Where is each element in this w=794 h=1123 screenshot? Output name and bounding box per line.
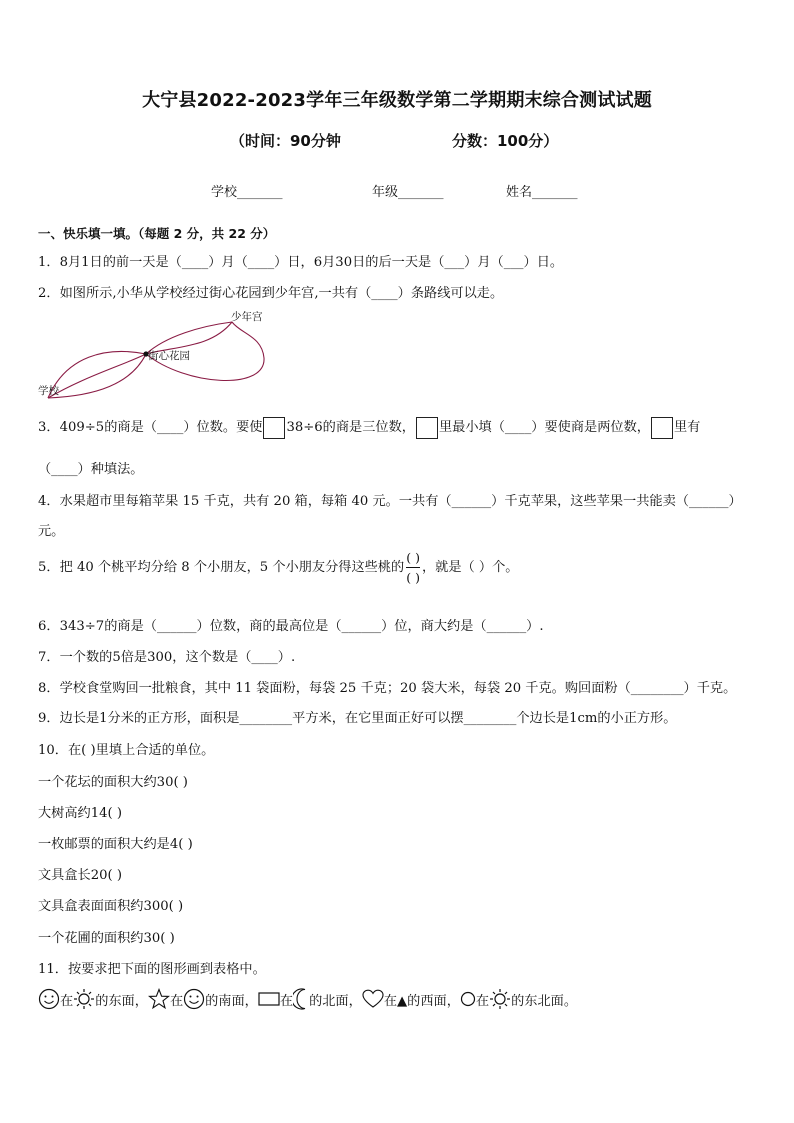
map-label-garden: 街心花园 [148,350,190,362]
star-icon [148,988,170,1010]
question-1: 1．8月1日的前一天是（____）月（____）日，6月30日的后一天是（___）月（___）日。 [38,255,564,270]
q10-item: 文具盒长20( ) [38,868,123,883]
question-10: 10．在( )里填上合适的单位。 [38,743,215,758]
map-label-school: 学校 [38,385,59,397]
q10-item: 大树高约14( ) [38,806,123,821]
sun-icon [73,988,95,1010]
question-5: 5．把 40 个桃平均分给 8 个小朋友，5 个小朋友分得这些桃的 $\frac{( )}{( )}$ ，就是（ ）个。 [38,550,519,585]
name-field: 姓名_______ [506,185,578,200]
q10-item: 一个花圃的面积约30( ) [38,931,175,946]
score-label: 分数：100分） [452,132,559,150]
question-7: 7．一个数的5倍是300，这个数是（____）. [38,650,296,665]
time-label: （时间：90分钟 [230,132,341,150]
blank-box[interactable] [263,417,285,439]
page-title: 大宁县2022-2023学年三年级数学第二学期期末综合测试试题 [142,90,652,111]
rectangle-icon [258,991,280,1007]
grade-field: 年级_______ [372,185,444,200]
question-3-cont: （____）种填法。 [38,462,144,477]
question-4-cont: 元。 [38,524,65,539]
section-heading: 一、快乐填一填。（每题 2 分，共 22 分） [38,226,276,241]
smiley-icon [38,988,60,1010]
moon-icon [293,988,309,1010]
heart-icon [362,989,384,1009]
map-label-palace: 少年宫 [231,311,263,323]
question-11: 11．按要求把下面的图形画到表格中。 [38,962,266,977]
school-field: 学校_______ [211,185,283,200]
question-9: 9．边长是1分米的正方形，面积是________平方米，在它里面正好可以摆________个边长是1cm的小正方形。 [38,711,677,726]
sun-icon [489,988,511,1010]
question-11-shapes: 在 的东面， 在 的南面， 在 的北面， 在▲的西面， 在 的东北面。 [38,988,577,1010]
question-6: 6．343÷7的商是（______）位数，商的最高位是（______）位，商大约是（______）. [38,619,544,634]
blank-box[interactable] [416,417,438,439]
question-4: 4．水果超市里每箱苹果 15 千克，共有 20 箱，每箱 40 元。一共有（______）千克苹果，这些苹果一共能卖（______） [38,494,742,509]
circle-icon [460,991,476,1007]
smiley-icon [183,988,205,1010]
question-8: 8．学校食堂购回一批粮食，其中 11 袋面粉，每袋 25 千克；20 袋大米，每袋 20 千克。购回面粉（________）千克。 [38,681,737,696]
fraction-blank[interactable]: $\frac{( )}{( )}$ [406,550,420,585]
question-2: 2．如图所示,小华从学校经过街心花园到少年宫,一共有（____）条路线可以走。 [38,286,504,301]
q10-item: 一个花坛的面积大约30( ) [38,775,188,790]
q10-item: 一枚邮票的面积大约是4( ) [38,837,193,852]
blank-box[interactable] [651,417,673,439]
question-3: 3．409÷5的商是（____）位数。要使 38÷6的商是三位数， 里最小填（____）要使商是两位数， 里有 [38,416,700,439]
q10-item: 文具盒表面面积约300( ) [38,899,184,914]
